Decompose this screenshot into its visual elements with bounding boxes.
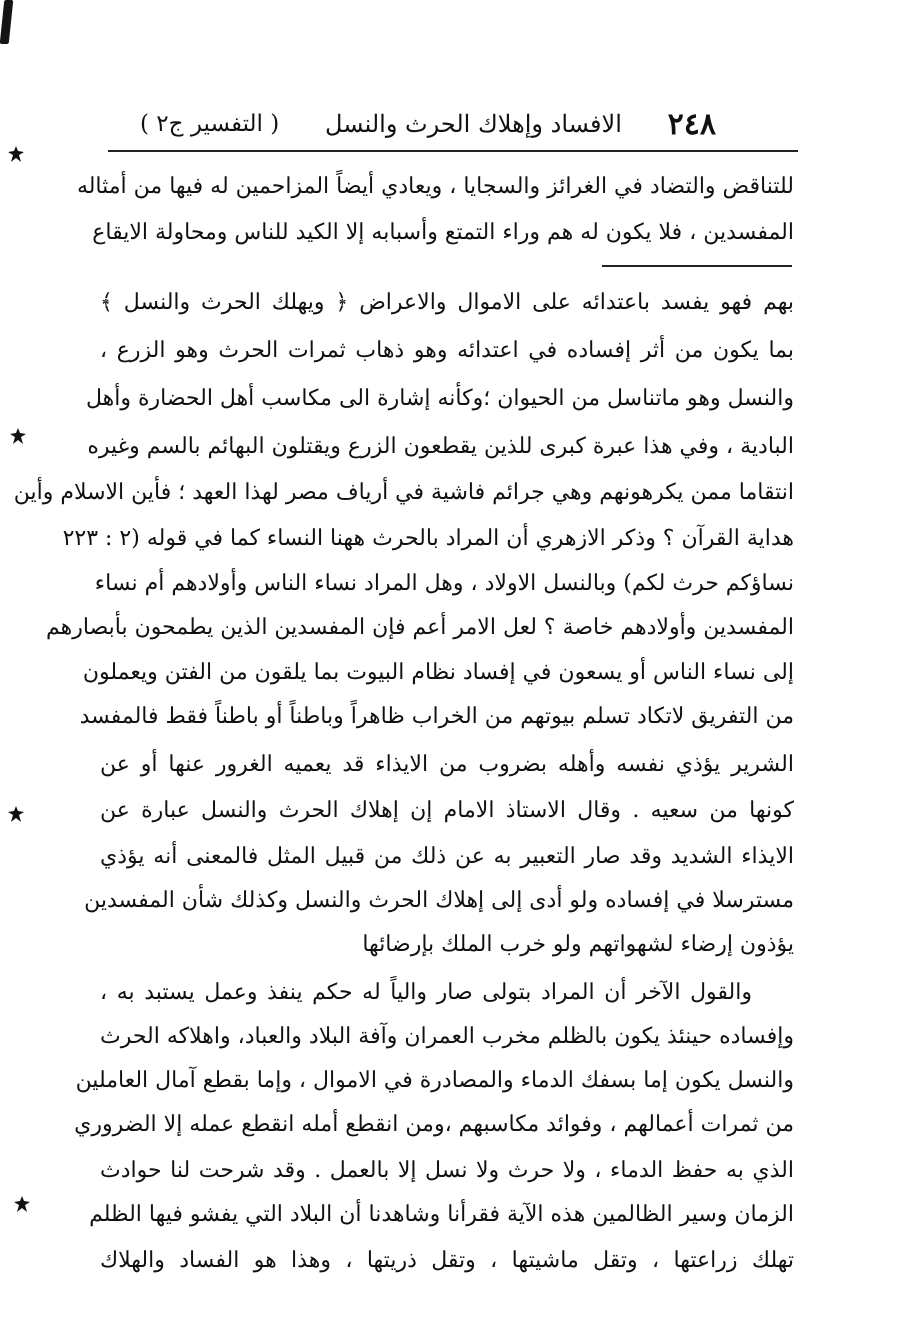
text-line: والنسل وهو ماتناسل من الحيوان ؛وكأنه إشارة الى مكاسب أهل الحضارة وأهل: [85, 386, 794, 411]
text-line: من التفريق لاتكاد تسلم بيوتهم من الخراب ظاهراً وباطناً أو باطناً فقط فالمفسد: [79, 704, 794, 729]
rosette-icon: [14, 1196, 30, 1212]
text-line: المفسدين وأولادهم خاصة ؟ لعل الامر أعم فإن المفسدين الذين يطمحون بأبصارهم: [46, 615, 794, 640]
text-line: للتناقض والتضاد في الغرائز والسجايا ، ويعادي أيضاً المزاحمين له فيها من أمثاله: [76, 174, 794, 199]
text-line: الزمان وسير الظالمين هذه الآية فقرأنا وشاهدنا أن البلاد التي يفشو فيها الظلم: [89, 1202, 794, 1227]
rosette-icon: [10, 428, 26, 444]
text-line: المفسدين ، فلا يكون له هم وراء التمتع وأسبابه إلا الكيد للناس ومحاولة الايقاع: [92, 220, 794, 245]
section-divider-rule: [602, 265, 792, 267]
header-rule: [108, 150, 798, 152]
text-line: إلى نساء الناس أو يسعون في إفساد نظام البيوت بما يلقون من الفتن ويعملون: [82, 660, 794, 685]
text-line: بما يكون من أثر إفساده في اعتدائه وهو ذهاب ثمرات الحرث وهو الزرع ،: [100, 338, 794, 363]
binding-shadow-mark: [0, 0, 13, 44]
page-header: [140, 104, 716, 144]
text-line: الايذاء الشديد وقد صار التعبير به عن ذلك من قبيل المثل فالمعنى أنه يؤذي: [100, 844, 794, 869]
text-line: كونها من سعيه . وقال الاستاذ الامام إن إهلاك الحرث والنسل عبارة عن: [100, 798, 794, 823]
volume-reference: ( التفسير ج٢ ): [140, 111, 280, 137]
text-line: نساؤكم حرث لكم) وبالنسل الاولاد ، وهل المراد نساء الناس وأولادهم أم نساء: [94, 571, 794, 596]
page-number: ٢٤٨: [667, 106, 716, 142]
running-title: الافساد وإهلاك الحرث والنسل: [325, 110, 622, 138]
text-line: انتقاما ممن يكرهونهم وهي جرائم فاشية في أرياف مصر لهذا العهد ؛ فأين الاسلام وأين: [13, 480, 794, 505]
text-line: يؤذون إرضاء لشهواتهم ولو خرب الملك بإرضائها: [362, 932, 794, 957]
rosette-icon: [8, 146, 24, 162]
text-line: مسترسلا في إفساده ولو أدى إلى إهلاك الحرث والنسل وكذلك شأن المفسدين: [84, 888, 794, 913]
text-line: والنسل يكون إما بسفك الدماء والمصادرة في الاموال ، وإما بقطع آمال العاملين: [75, 1068, 794, 1093]
text-line: تهلك زراعتها ، وتقل ماشيتها ، وتقل ذريتها ، وهذا هو الفساد والهلاك: [100, 1248, 794, 1273]
text-line: من ثمرات أعمالهم ، وفوائد مكاسبهم ،ومن انقطع أمله انقطع عمله إلا الضروري: [74, 1112, 794, 1137]
text-line: الذي به حفظ الدماء ، ولا حرث ولا نسل إلا بالعمل . وقد شرحت لنا حوادث: [100, 1158, 794, 1183]
text-line: هداية القرآن ؟ وذكر الازهري أن المراد بالحرث ههنا النساء كما في قوله (٢ : ٢٢٣: [62, 526, 794, 551]
rosette-icon: [8, 806, 24, 822]
text-line: وإفساده حينئذ يكون بالظلم مخرب العمران وآفة البلاد والعباد، واهلاكه الحرث: [100, 1024, 794, 1049]
text-line: والقول الآخر أن المراد بتولى صار والياً له حكم ينفذ وعمل يستبد به ،: [100, 980, 752, 1005]
text-line: الشرير يؤذي نفسه وأهله بضروب من الايذاء قد يعميه الغرور عنها أو عن: [100, 752, 794, 777]
text-line: بهم فهو يفسد باعتدائه على الاموال والاعراض ﴿ ويهلك الحرث والنسل ﴾: [100, 290, 794, 315]
text-line: البادية ، وفي هذا عبرة كبرى للذين يقطعون الزرع ويقتلون البهائم بالسم وغيره: [87, 434, 794, 459]
